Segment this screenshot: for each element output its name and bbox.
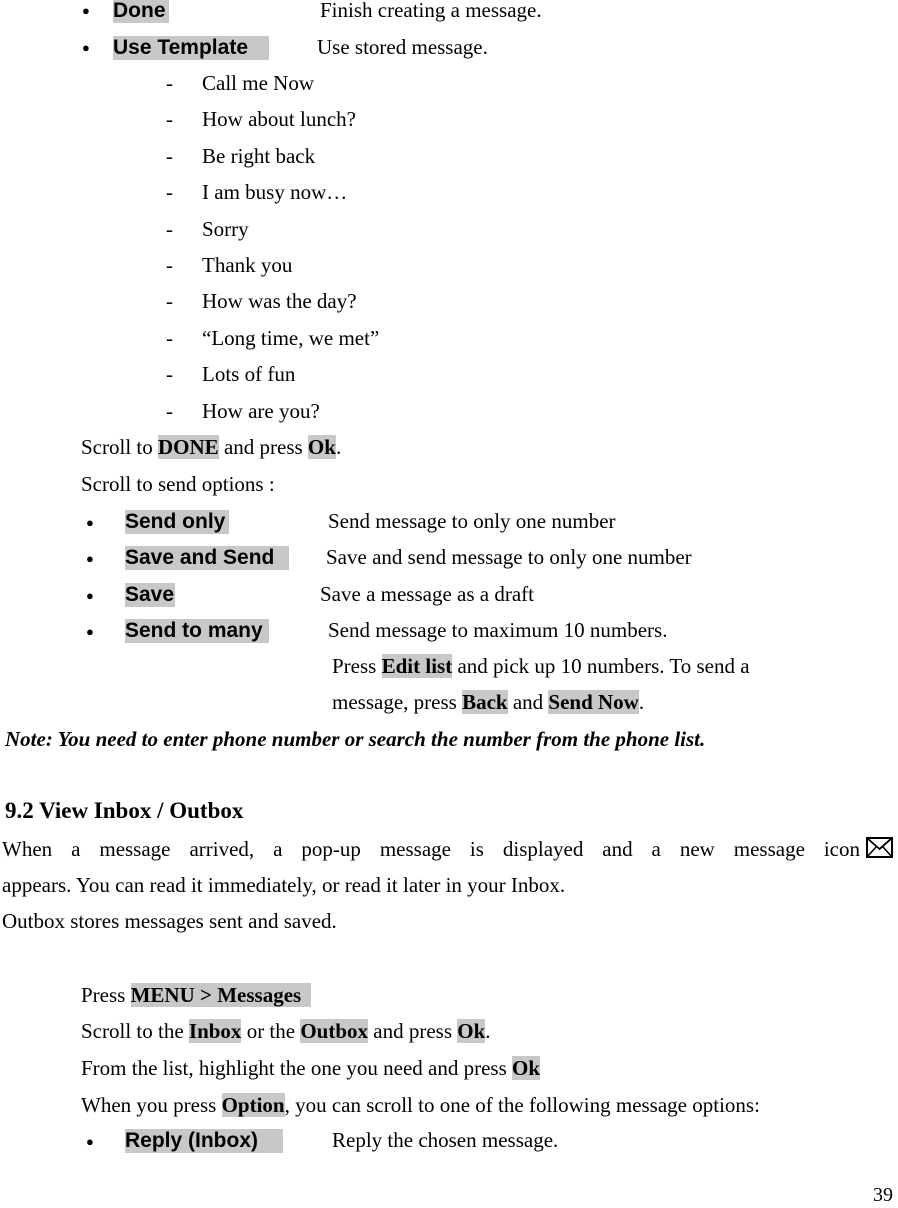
bullet-icon: ●: [86, 1134, 94, 1149]
step-scroll-done: Scroll to DONE and press Ok.: [81, 435, 342, 459]
reply-key: Reply (Inbox): [125, 1127, 283, 1153]
template-item: “Long time, we met”: [202, 326, 380, 350]
template-dash: -: [166, 326, 173, 350]
bullet-icon: ●: [86, 588, 94, 603]
template-dash: -: [166, 180, 173, 204]
bullet-icon: ●: [86, 515, 94, 530]
template-dash: -: [166, 217, 173, 241]
bullet-icon: ●: [82, 40, 90, 55]
step-scroll-inbox: Scroll to the Inbox or the Outbox and press Ok.: [81, 1019, 491, 1043]
option-save-send-key: Save and Send: [125, 544, 289, 570]
para-line-1: When a message arrived, a pop-up message is displayed and a new message icon: [2, 837, 860, 861]
section-title: 9.2 View Inbox / Outbox: [5, 798, 244, 823]
template-dash: -: [166, 107, 173, 131]
phone-note: Note: You need to enter phone number or search the number from the phone list.: [5, 727, 706, 751]
done-desc: Finish creating a message.: [320, 0, 542, 22]
option-send-many-key: Send to many: [125, 617, 269, 643]
done-key: Done: [113, 0, 169, 23]
template-item: How was the day?: [202, 289, 357, 313]
template-dash: -: [166, 71, 173, 95]
template-dash: -: [166, 253, 173, 277]
option-save-desc: Save a message as a draft: [320, 582, 534, 606]
outbox-para: Outbox stores messages sent and saved.: [2, 909, 337, 933]
template-item: Thank you: [202, 253, 293, 277]
template-item: I am busy now…: [202, 180, 348, 204]
template-dash: -: [166, 399, 173, 423]
template-dash: -: [166, 362, 173, 386]
step-press-menu: Press MENU > Messages: [81, 982, 311, 1008]
new-message-icon: [865, 833, 895, 861]
template-item: Call me Now: [202, 71, 314, 95]
option-send-only-key: Send only: [125, 508, 229, 534]
template-key: Use Template: [113, 34, 269, 60]
send-many-instructions-1: Press Edit list and pick up 10 numbers. To send a: [332, 654, 750, 678]
template-item: Sorry: [202, 217, 249, 241]
bullet-icon: ●: [86, 551, 94, 566]
step-highlight: From the list, highlight the one you need and press Ok: [81, 1056, 541, 1080]
template-dash: -: [166, 289, 173, 313]
template-item: How about lunch?: [202, 107, 356, 131]
option-save-key: Save: [125, 583, 175, 606]
step-send-options: Scroll to send options :: [81, 472, 275, 496]
reply-desc: Reply the chosen message.: [332, 1128, 559, 1152]
template-desc: Use stored message.: [317, 35, 488, 59]
option-send-only-desc: Send message to only one number: [328, 509, 616, 533]
option-send-many-desc: Send message to maximum 10 numbers.: [328, 618, 668, 642]
para-line-2: appears. You can read it immediately, or read it later in your Inbox.: [2, 873, 566, 897]
option-save-send-desc: Save and send message to only one number: [326, 545, 692, 569]
template-item: How are you?: [202, 399, 320, 423]
template-item: Be right back: [202, 144, 316, 168]
step-option: When you press Option, you can scroll to one of the following message options:: [81, 1093, 760, 1117]
page-number: 39: [873, 1184, 893, 1206]
template-dash: -: [166, 144, 173, 168]
template-item: Lots of fun: [202, 362, 296, 386]
bullet-icon: ●: [86, 624, 94, 639]
send-many-instructions-2: message, press Back and Send Now.: [332, 690, 645, 714]
bullet-icon: ●: [82, 3, 90, 18]
